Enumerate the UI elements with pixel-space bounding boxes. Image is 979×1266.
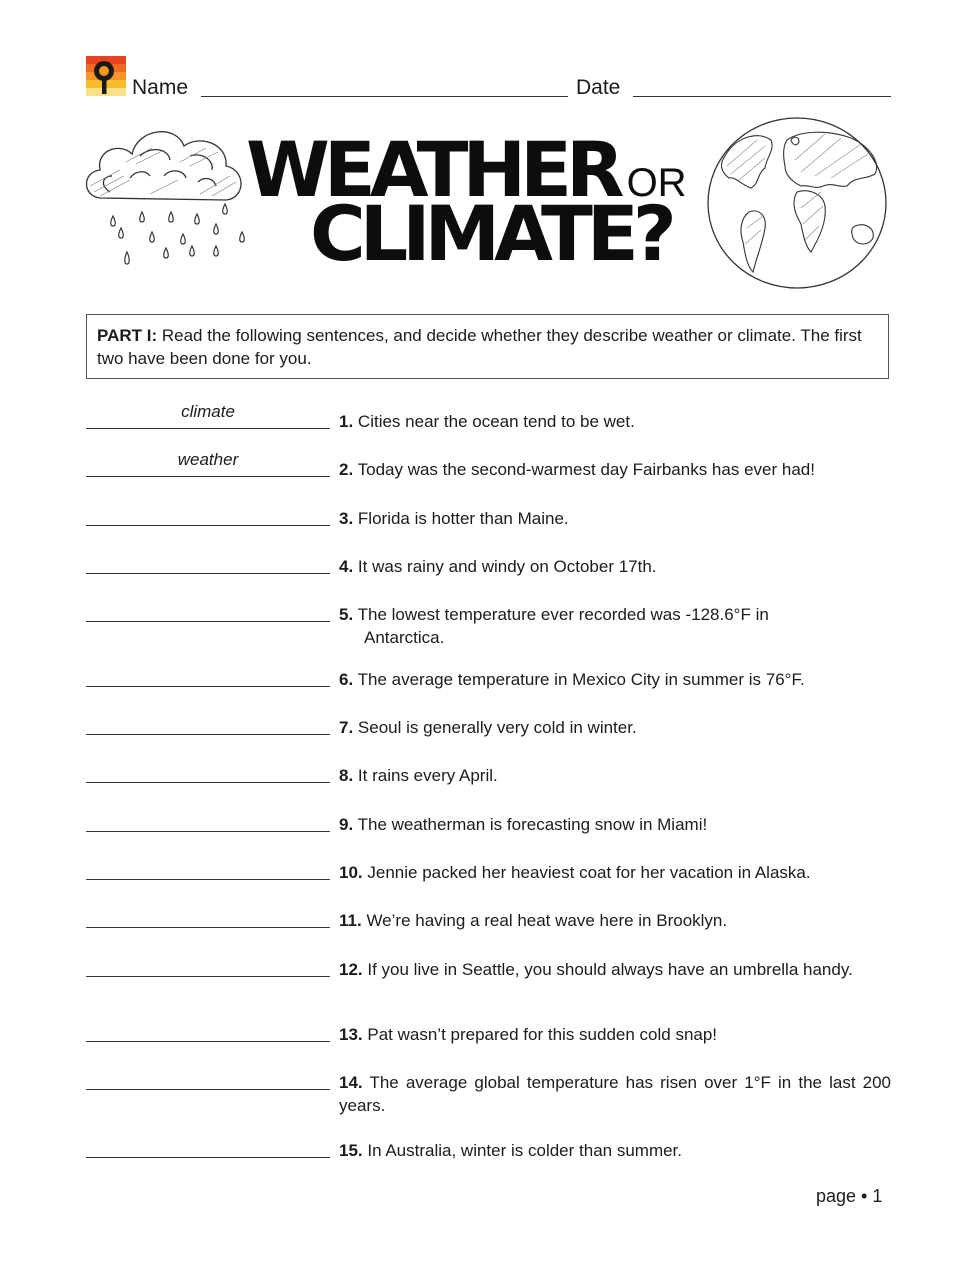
question-2: [339, 458, 891, 481]
question-5: [339, 603, 891, 649]
title-weather: WEATHER: [246, 125, 619, 214]
part-label: PART I:: [97, 326, 158, 345]
rain-cloud-icon: [80, 116, 250, 276]
answer-blank-9[interactable]: [86, 831, 330, 832]
question-text: It rains every April.: [357, 766, 498, 785]
answer-blank-11[interactable]: [86, 927, 330, 928]
answer-blank-12[interactable]: [86, 976, 330, 977]
question-text: The lowest temperature ever recorded was -128.6°F in: [357, 605, 769, 624]
question-12: [339, 958, 891, 981]
question-number: 12.: [339, 960, 363, 979]
question-text: It was rainy and windy on October 17th.: [357, 557, 657, 576]
instructions-text: Read the following sentences, and decide whether they describe weather or climate. The first two have been done for you.: [97, 326, 862, 368]
question-8: [339, 764, 891, 787]
answer-blank-13[interactable]: [86, 1041, 330, 1042]
question-10: [339, 861, 891, 884]
answer-blank-6[interactable]: [86, 686, 330, 687]
title-line-2: CLIMATE?: [310, 189, 671, 278]
answer-blank-7[interactable]: [86, 734, 330, 735]
question-number: 4.: [339, 557, 354, 576]
answer-blank-15[interactable]: [86, 1157, 330, 1158]
question-1: [339, 410, 891, 433]
page-number: page • 1: [816, 1186, 883, 1206]
question-number: 10.: [339, 863, 363, 882]
question-13: [339, 1023, 891, 1046]
question-number: 14.: [339, 1073, 363, 1092]
question-number: 8.: [339, 766, 354, 785]
question-6: [339, 668, 891, 691]
answer-blank-2[interactable]: [86, 476, 330, 477]
question-9: [339, 813, 891, 836]
question-11: [339, 909, 891, 932]
question-number: 13.: [339, 1025, 363, 1044]
question-text: Florida is hotter than Maine.: [357, 509, 569, 528]
question-text: Cities near the ocean tend to be wet.: [357, 412, 635, 431]
date-label: Date: [576, 76, 621, 99]
name-label: Name: [132, 76, 189, 99]
answer-blank-3[interactable]: [86, 525, 330, 526]
question-text: In Australia, winter is colder than summer.: [367, 1141, 683, 1160]
date-field[interactable]: [633, 96, 891, 97]
question-text: The average temperature in Mexico City in summer is 76°F.: [357, 670, 805, 689]
question-text: The average global temperature has risen over 1°F in the last 200 years.: [339, 1073, 892, 1115]
question-number: 1.: [339, 412, 354, 431]
question-text: Pat wasn’t prepared for this sudden cold snap!: [367, 1025, 718, 1044]
title-or: OR: [626, 161, 687, 205]
question-text-continued: Antarctica.: [364, 628, 445, 647]
answer-2: weather: [177, 450, 239, 469]
answer-1: climate: [181, 402, 235, 421]
name-field[interactable]: [201, 96, 568, 97]
answer-blank-14[interactable]: [86, 1089, 330, 1090]
question-3: [339, 507, 891, 530]
question-number: 6.: [339, 670, 354, 689]
answer-blank-10[interactable]: [86, 879, 330, 880]
question-text: Seoul is generally very cold in winter.: [357, 718, 637, 737]
question-number: 3.: [339, 509, 354, 528]
question-text: We’re having a real heat wave here in Brooklyn.: [366, 911, 728, 930]
question-text: If you live in Seattle, you should always have an umbrella handy.: [367, 960, 853, 979]
question-4: [339, 555, 891, 578]
question-number: 11.: [339, 911, 362, 930]
question-number: 9.: [339, 815, 354, 834]
instructions-box: [86, 314, 889, 379]
question-text: Today was the second-warmest day Fairbanks has ever had!: [357, 460, 815, 479]
question-number: 5.: [339, 605, 354, 624]
question-15: [339, 1139, 891, 1162]
answer-blank-4[interactable]: [86, 573, 330, 574]
question-text: The weatherman is forecasting snow in Miami!: [357, 815, 708, 834]
question-7: [339, 716, 891, 739]
question-number: 7.: [339, 718, 354, 737]
question-14: [339, 1071, 891, 1117]
question-number: 15.: [339, 1141, 363, 1160]
answer-blank-8[interactable]: [86, 782, 330, 783]
question-text: Jennie packed her heaviest coat for her vacation in Alaska.: [367, 863, 811, 882]
logo-icon: [86, 56, 126, 96]
answer-blank-1[interactable]: [86, 428, 330, 429]
question-number: 2.: [339, 460, 354, 479]
answer-blank-5[interactable]: [86, 621, 330, 622]
globe-icon: [705, 116, 889, 290]
